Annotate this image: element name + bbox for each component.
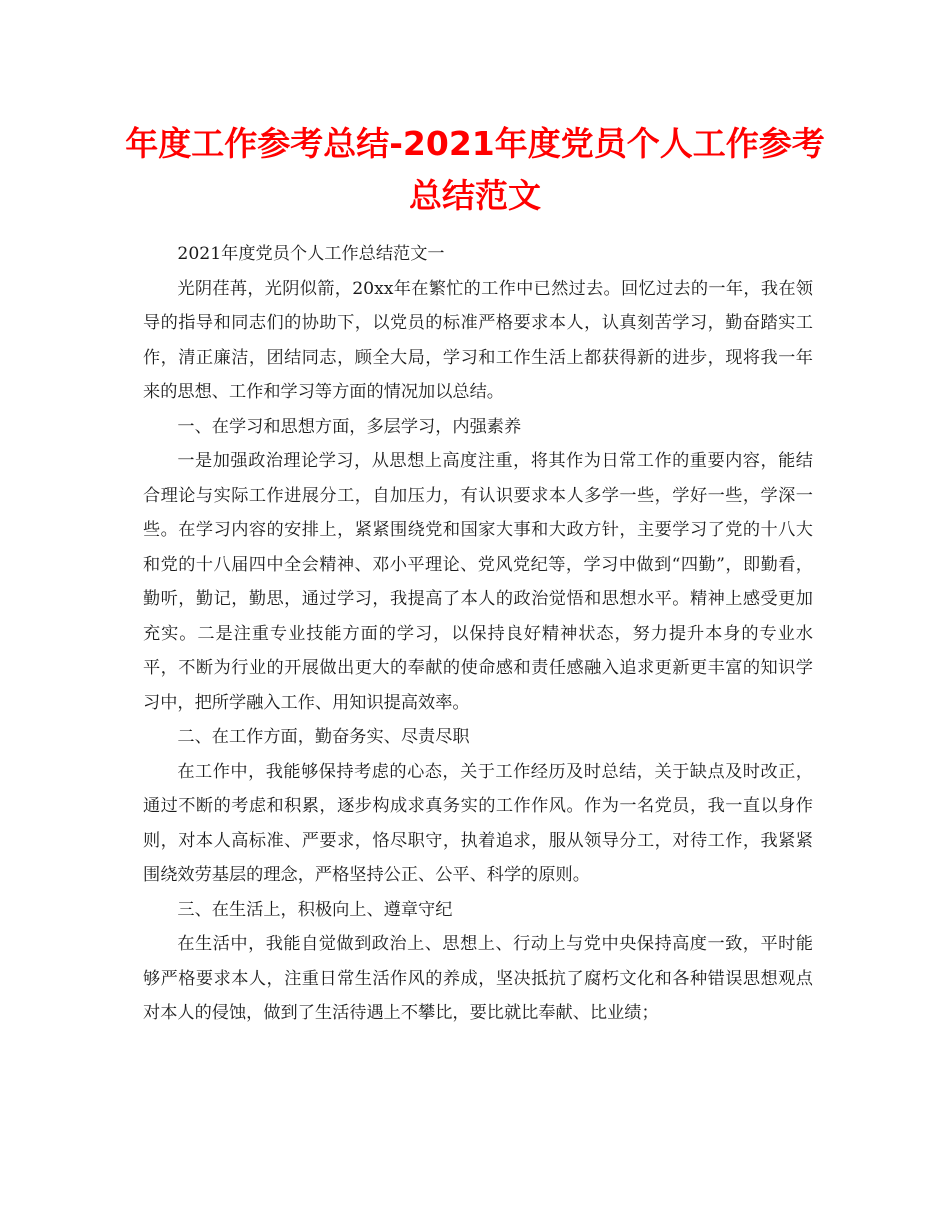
- section-heading-study: 一、在学习和思想方面，多层学习，内强素养: [177, 416, 522, 437]
- section-heading-essay-title: 2021年度党员个人工作总结范文一: [177, 244, 445, 264]
- document-title: 年度工作参考总结-2021年度党员个人工作参考总结范文: [125, 124, 825, 215]
- paragraph-life: 在生活中，我能自觉做到政治上、思想上、行动上与党中央保持高度一致，平时能够严格要求本人，注重日常生活作风的养成，坚决抵抗了腐朽文化和各种错误思想观点对本人的侵蚀，做到了生活待遇上不攀比，要比就比奉献、比业绩；: [143, 934, 813, 1023]
- section-heading-work: 二、在工作方面，勤奋务实、尽责尽职: [177, 727, 470, 747]
- section-heading-life: 三、在生活上，积极向上、遵章守纪: [177, 899, 453, 920]
- paragraph-intro: 光阴荏苒，光阴似箭，20xx年在繁忙的工作中已然过去。回忆过去的一年，我在领导的指导和同志们的协助下，以党员的标准严格要求本人，认真刻苦学习，勤奋踏实工作，清正廉洁，团结同志，顾全大局，学习和工作生活上都获得新的进步，现将我一年来的思想、工作和学习等方面的情况加以总结。: [143, 278, 813, 402]
- document-body: [143, 237, 813, 1031]
- paragraph-work: 在工作中，我能够保持考虑的心态，关于工作经历及时总结，关于缺点及时改正，通过不断的考虑和积累，逐步构成求真务实的工作作风。作为一名党员，我一直以身作则，对本人高标准、严要求，恪尽职守，执着追求，服从领导分工，对待工作，我紧紧围绕效劳基层的理念，严格坚持公正、公平、科学的原则。: [143, 761, 813, 885]
- paragraph-study: 一是加强政治理论学习，从思想上高度注重，将其作为日常工作的重要内容，能结合理论与实际工作进展分工，自加压力，有认识要求本人多学一些，学好一些，学深一些。在学习内容的安排上，紧紧围绕党和国家大事和大政方针，主要学习了党的十八大和党的十八届四中全会精神、邓小平理论、党风党纪等，学习中做到“四勤”，即勤看，勤听，勤记，勤思，通过学习，我提高了本人的政治觉悟和思想水平。精神上感受更加充实。二是注重专业技能方面的学习，以保持良好精神状态，努力提升本身的专业水平，不断为行业的开展做出更大的奉献的使命感和责任感融入追求更新更丰富的知识学习中，把所学融入工作、用知识提高效率。: [143, 451, 813, 713]
